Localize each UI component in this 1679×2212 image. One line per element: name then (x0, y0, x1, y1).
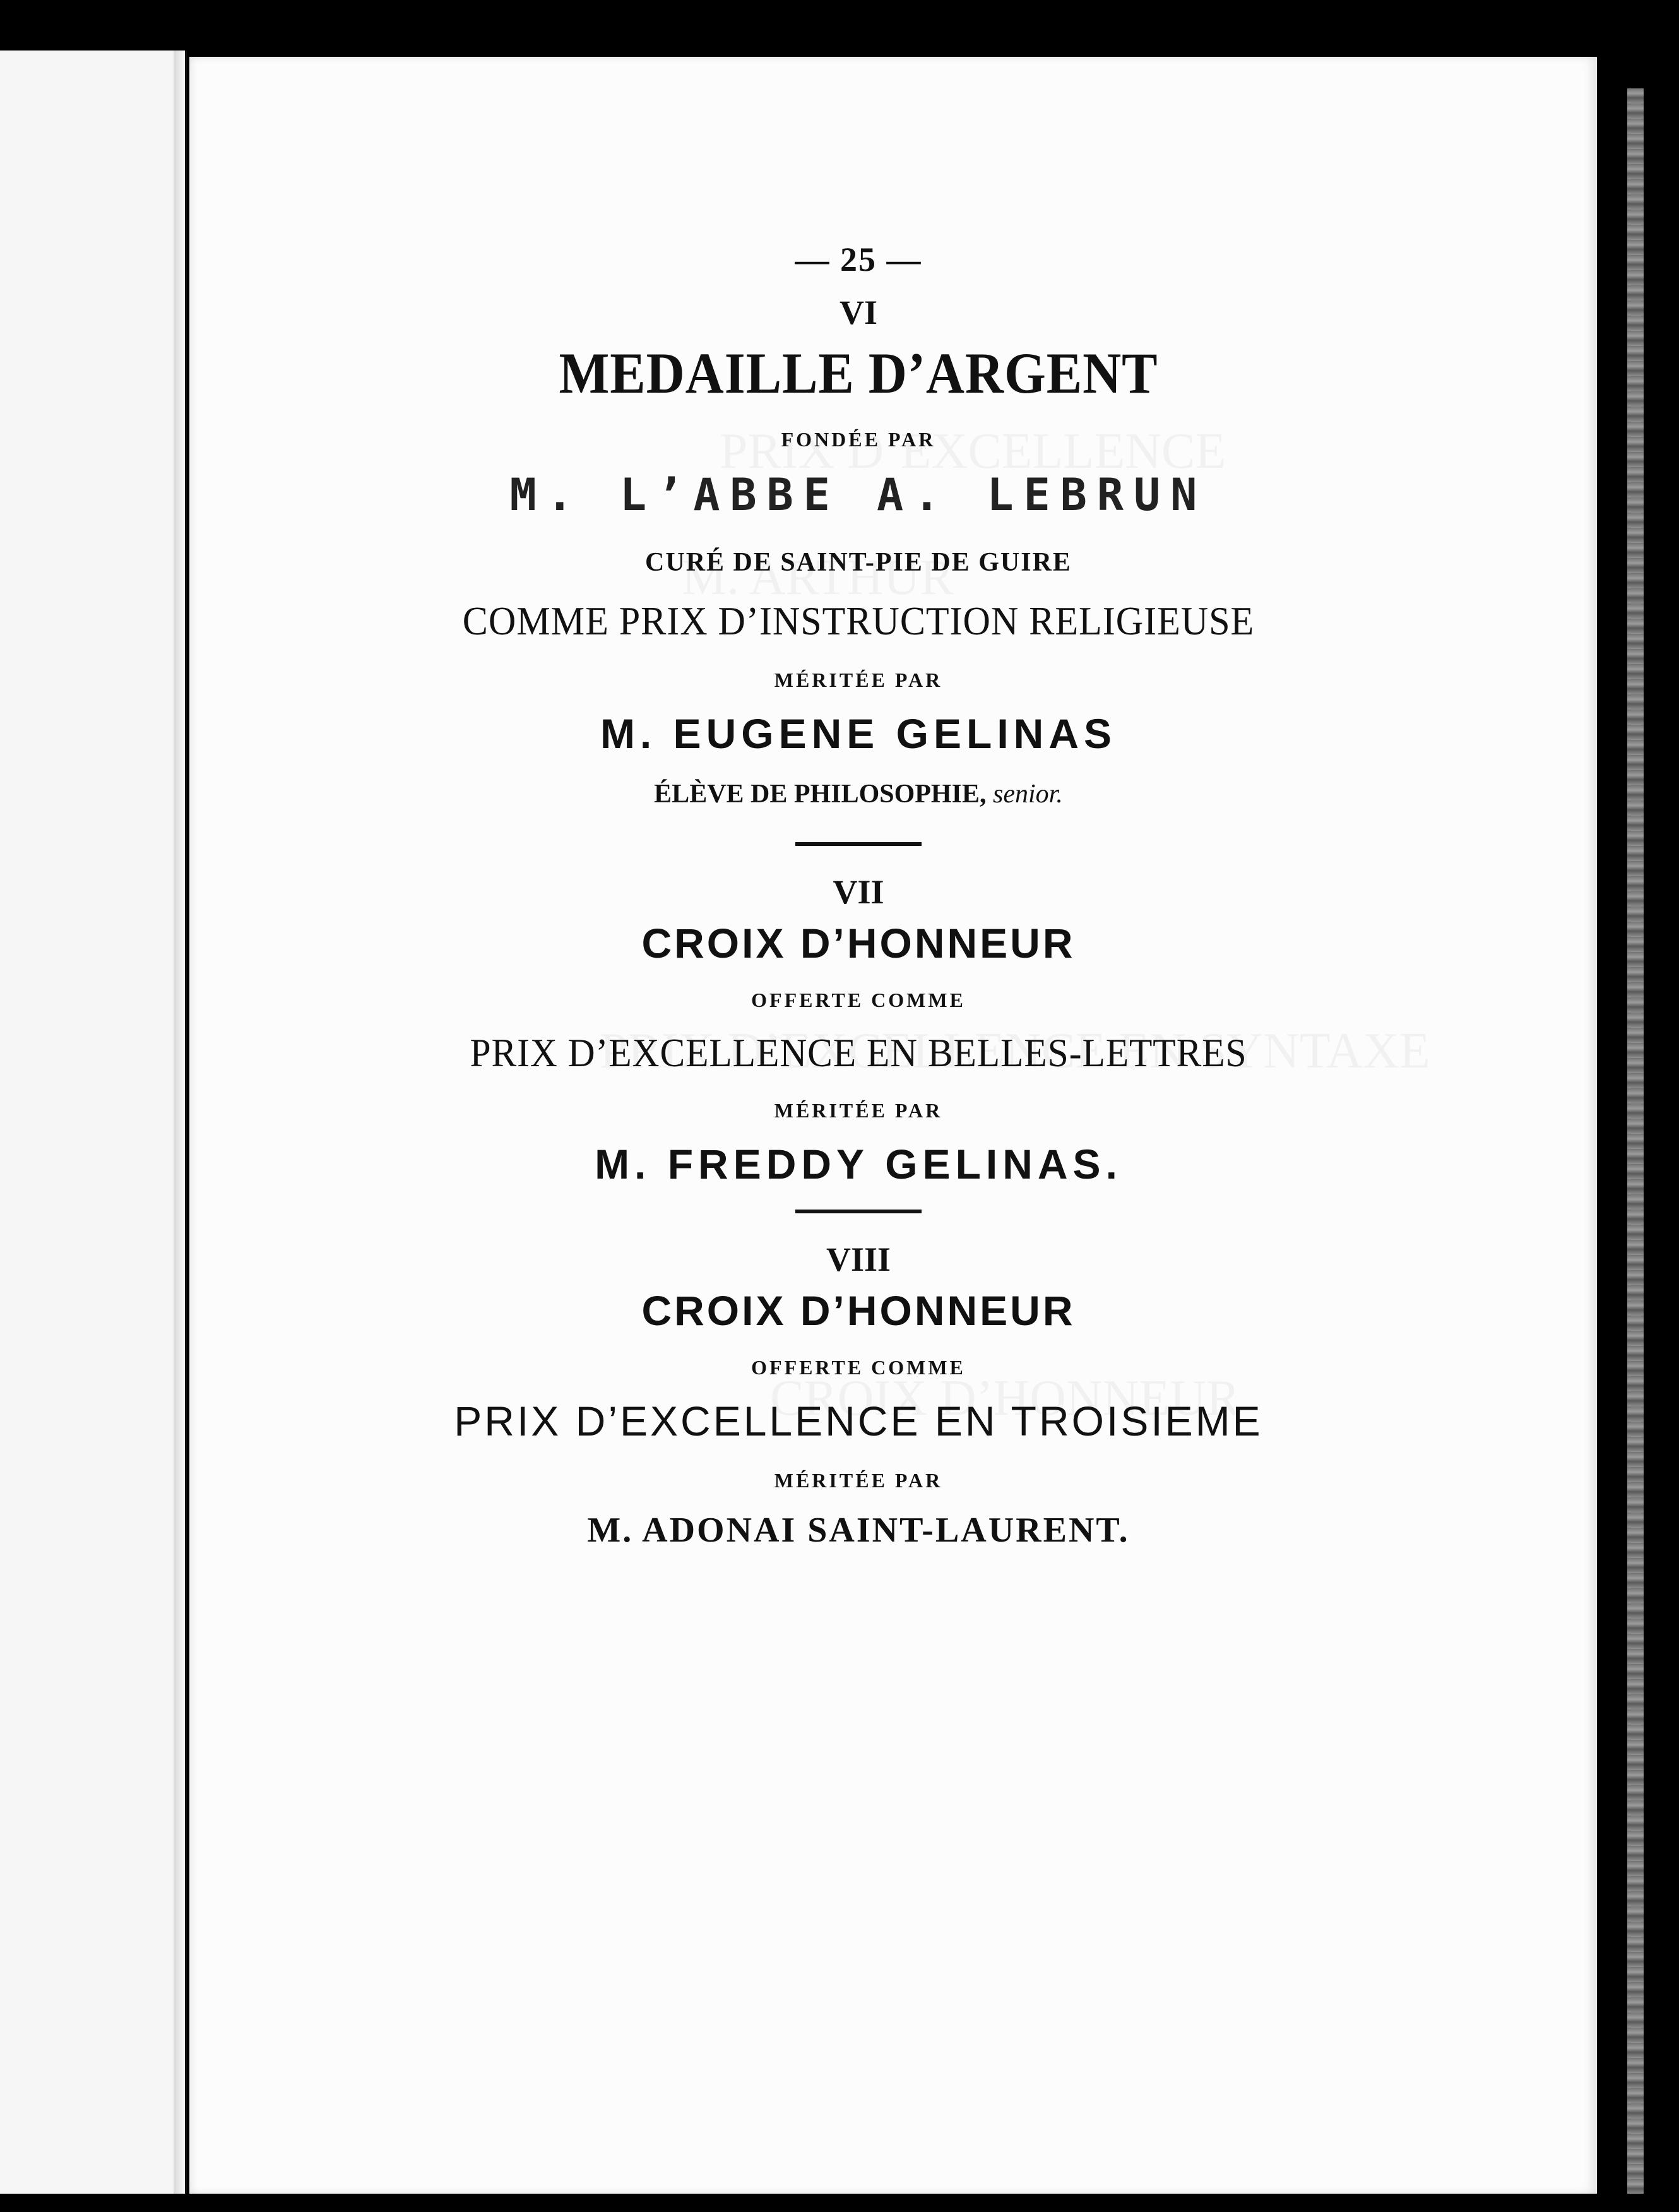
founder-name: M. L’ABBE A. LEBRUN (509, 469, 1207, 521)
third-form-excellence-prize: PRIX D’EXCELLENCE EN TROISIEME (454, 1398, 1263, 1444)
silver-medal-title: MEDAILLE D’ARGENT (559, 341, 1158, 405)
founder-title: CURÉ DE SAINT-PIE DE GUIRE (645, 548, 1072, 577)
merited-by-label: MÉRITÉE PAR (774, 1099, 943, 1122)
cross-of-honour-title: CROIX D’HONNEUR (641, 1287, 1076, 1334)
recipient-name: M. FREDDY GELINAS. (595, 1141, 1122, 1187)
section-number-viii: VIII (826, 1240, 891, 1278)
founded-by-label: FONDÉE PAR (781, 428, 936, 451)
recipient-name: M. EUGENE GELINAS (600, 710, 1117, 757)
merited-by-label: MÉRITÉE PAR (774, 669, 943, 691)
belles-lettres-prize: PRIX D’EXCELLENCE EN BELLES-LETTRES (470, 1030, 1247, 1075)
cross-of-honour-title: CROIX D’HONNEUR (641, 920, 1076, 966)
religious-instruction-prize: COMME PRIX D’INSTRUCTION RELIGIEUSE (462, 598, 1255, 643)
section-divider (795, 1210, 922, 1213)
section-divider (795, 842, 922, 846)
page-number: — 25 — (795, 241, 922, 278)
recipient-role (353, 779, 1363, 809)
left-page-edge (174, 51, 185, 2194)
recipient-name: M. ADONAI SAINT-LAURENT. (587, 1511, 1130, 1550)
recipient-role-text: ÉLÈVE DE PHILOSOPHIE, (654, 780, 987, 809)
page-content (353, 240, 1363, 1550)
page-edge-strip (1627, 88, 1644, 2194)
offered-as-label: OFFERTE COMME (751, 989, 966, 1011)
recipient-role-italic: senior. (992, 780, 1063, 809)
merited-by-label: MÉRITÉE PAR (774, 1469, 943, 1492)
left-page-margin (0, 51, 187, 2194)
offered-as-label: OFFERTE COMME (751, 1356, 966, 1379)
section-number-vii: VII (833, 873, 884, 911)
section-number-vi: VI (839, 294, 877, 331)
